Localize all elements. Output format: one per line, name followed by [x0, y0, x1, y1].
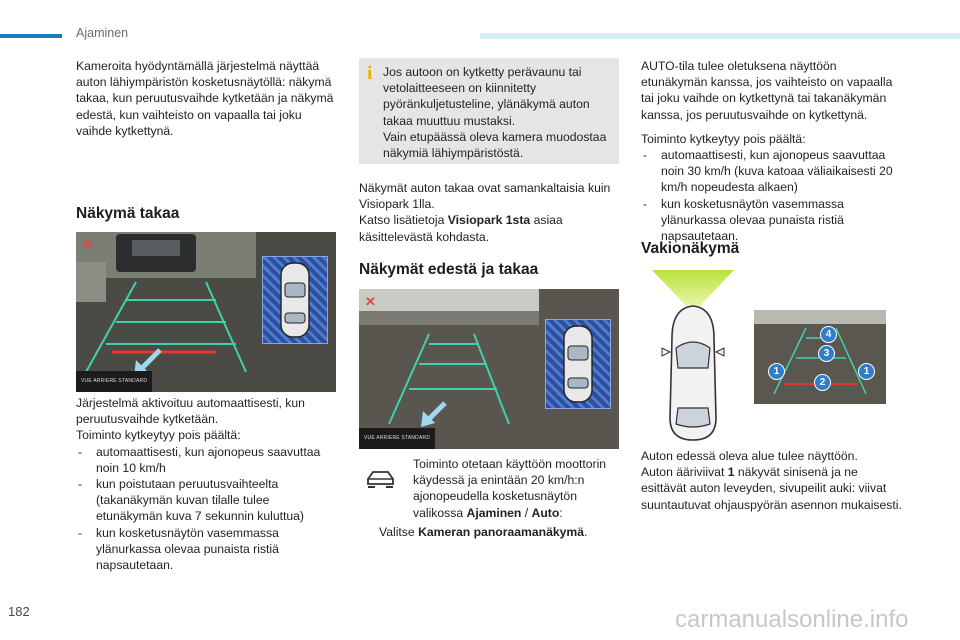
view-mode-label[interactable]: VUE ARRIERE STANDARD [359, 428, 435, 449]
section-title: Ajaminen [76, 26, 134, 40]
info-text: Jos autoon on kytketty perävaunu tai vetolaitteeseen on kiinnitetty pyöränkuljetusteline, ylänäkymä auton takaa muuttuu mustaksi. Vain etupäässä oleva kamera muodostaa näkymiä lähiympäristöstä. [383, 65, 607, 161]
car-top-icon [263, 257, 327, 343]
panorama-option: Kameran panoraamanäkymä [418, 525, 585, 539]
deactivation-text: Toiminto kytkeytyy pois päältä: [641, 131, 806, 146]
similar-view-text: Näkymät auton takaa ovat samankaltaisia kuin Visiopark 1lla. [359, 181, 611, 212]
header-bar [480, 33, 960, 39]
marker-badge: 1 [858, 363, 875, 380]
car-icon [364, 468, 398, 494]
col3-bottom-text: Auton edessä oleva alue tulee näyttöön. Auton ääriviivat 1 näkyvät sinisenä ja ne esittävät auton leveyden, sivupeilit auki: viivat suuntautuvat ohjauspyörän asennon mukaisesti. [641, 449, 902, 512]
view-mode-label[interactable]: VUE ARRIERE STANDARD [76, 371, 152, 392]
close-x-icon[interactable]: ✕ [365, 294, 376, 309]
list-item: - automaattisesti, kun ajonopeus saavuttaa noin 10 km/h [76, 444, 338, 476]
marker-badge: 3 [818, 345, 835, 362]
menu-driving: Ajaminen [466, 505, 522, 520]
heading-rear-view: Näkymä takaa [76, 205, 180, 222]
marker-badge: 2 [814, 374, 831, 391]
top-view-panel [545, 319, 611, 409]
menu-auto: Auto [531, 505, 560, 520]
activation-text: Järjestelmä aktivoituu automaattisesti, kun peruutusvaihde kytketään. [76, 396, 305, 427]
heading-front-rear: Näkymät edestä ja takaa [359, 261, 539, 278]
marker-badge: 4 [820, 326, 837, 343]
deactivation-list [641, 147, 903, 244]
rear-camera-image [76, 232, 336, 392]
close-x-icon[interactable]: ✕ [82, 237, 93, 252]
deactivation-list [76, 444, 338, 574]
standard-view-image [754, 310, 886, 404]
list-item: - kun poistutaan peruutusvaihteelta (takanäkymän kuvan tilalle tulee etunäkymän kuva 7 sekunnin kuluttua) [76, 476, 338, 525]
reference-text: Katso lisätietoja Visiopark 1sta asiaa käsittelevästä kohdasta. [359, 213, 563, 244]
car-top-icon [546, 320, 610, 408]
reference-link: Visiopark 1sta [447, 213, 531, 228]
col3-body [641, 58, 903, 244]
header-accent-bar [0, 34, 62, 38]
car-top-diagram [650, 268, 740, 448]
car-note-text: Toiminto otetaan käyttöön moottorin käydessä ja enintään 20 km/h:n ajonopeudella kosketusnäytön valikossa Ajaminen / Auto: [413, 457, 607, 520]
info-icon: i [367, 63, 373, 84]
list-item: - automaattisesti, kun ajonopeus saavuttaa noin 30 km/h (kuva katoaa väliaikaisesti 20 km/h nopeudesta alkaen) [641, 147, 903, 196]
watermark: carmanualsonline.info [675, 606, 909, 633]
col1-body [76, 395, 338, 573]
list-item: - kun kosketusnäytön vasemmassa ylänurkassa olevaa punaista ristiä napsautetaan. [641, 196, 903, 245]
outline-marker: 1 [727, 465, 735, 480]
front-camera-image [359, 289, 619, 449]
top-view-panel [262, 256, 328, 344]
list-item: - kun kosketusnäytön vasemmassa ylänurkassa olevaa punaista ristiä napsautetaan. [76, 525, 338, 574]
heading-standard-view: Vakionäkymä [641, 240, 740, 257]
marker-badge: 1 [768, 363, 785, 380]
page-number: 182 [8, 604, 30, 619]
select-instruction: Valitse Kameran panoraamanäkymä. [379, 525, 588, 539]
col1-intro: Kameroita hyödyntämällä järjestelmä näyttää auton lähiympäristön kosketusnäytöllä: näkymä takaa, kun peruutusvaihde kytketään ja näkymä edestä, kun vaihteisto on vapaalla tai joku vaihde kytkettynä. [76, 59, 334, 138]
col2-body [359, 180, 621, 245]
auto-mode-text: AUTO-tila tulee oletuksena näyttöön etunäkymän kanssa, jos vaihteisto on vapaalla tai joku vaihde on kytkettynä tai takanäkymän kanssa, jos peruutusvaihde on kytkettynä. [641, 59, 893, 122]
deactivation-text: Toiminto kytkeytyy pois päältä: [76, 428, 241, 443]
info-box [359, 58, 619, 164]
